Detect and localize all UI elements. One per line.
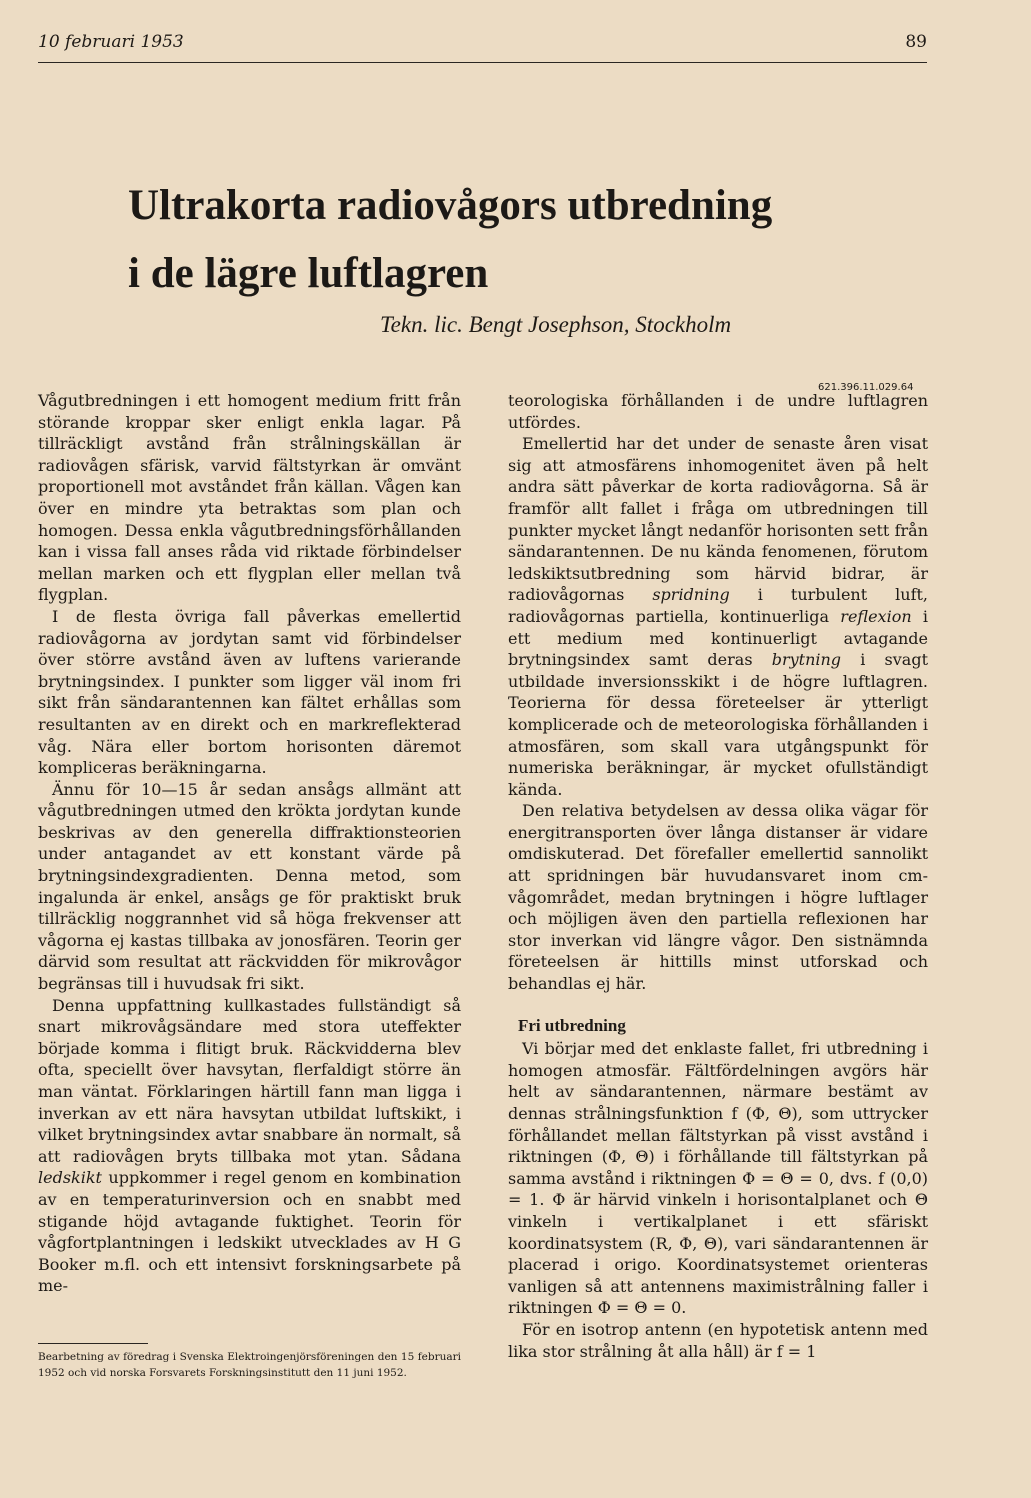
paragraph: Denna uppfattning kullkastades fullständigt så snart mikrovågsändare med stora uteffekter började komma i flitigt bruk. Räckvidderna blev ofta, speciellt över havsytan, flerfaldigt större än man väntat. Förklaringen härtill fann man ligga i inverkan av ett nära havsytan utbildat luftskikt, i vilket brytningsindex avtar snabbare än normalt, så att radiovågen bryts tillbaka mot ytan. Sådana ledskikt uppkommer i regel genom en kombination av en temperaturinversion och en snabbt med stigande höjd avtagande fuktighet. Teorin för vågfortplantningen i ledskikt utvecklades av H G Booker m.fl. och ett intensivt forskningsarbete på me- — [38, 995, 461, 1296]
page-number: 89 — [905, 32, 927, 52]
paragraph: I de flesta övriga fall påverkas emellertid radiovågorna av jordytan samt vid förbindelser över större avstånd även av luftens varierande brytningsindex. I punkter som ligger väl inom fri sikt från sändarantennen kan fältet erhållas som resultanten av en direkt och en markreflekterad våg. Nära eller bortom horisonten däremot kompliceras beräkningarna. — [38, 606, 461, 778]
paragraph: Vi börjar med det enklaste fallet, fri utbredning i homogen atmosfär. Fältfördelningen avgörs här helt av sändarantennen, närmare bestämt av dennas strålningsfunktion f (Φ, Θ), som uttrycker förhållandet mellan fältstyrkan på visst avstånd i riktningen (Φ, Θ) i förhållande till fältstyrkan på samma avstånd i riktningen Φ = Θ = 0, dvs. f (0,0) = 1. Φ är härvid vinkeln i horisontalplanet och Θ vinkeln i vertikalplanet i ett sfäriskt koordinatsystem (R, Φ, Θ), vari sändarantennen är placerad i origo. Koordinatsystemet orienteras vanligen så att antennens maximistrålning faller i riktningen Φ = Θ = 0. — [508, 1039, 928, 1318]
footnote: Bearbetning av föredrag i Svenska Elektroingenjörsföreningen den 15 februari 1952 och vid norska Forsvarets Forskningsinstitutt den 11 juni 1952. — [38, 1351, 461, 1379]
right-column — [508, 390, 928, 1362]
title-line-2: i de lägre luftlagren — [128, 250, 489, 297]
paragraph: Ännu för 10—15 år sedan ansågs allmänt att vågutbredningen utmed den krökta jordytan kunde beskrivas av den generella diffraktionsteorien under antagandet av ett konstant värde på brytningsindexgradienten. Denna metod, som ingalunda är enkel, ansågs ge för praktiskt bruk tillräcklig noggrannhet vid så höga frekvenser att vågorna ej kastas tillbaka av jonosfären. Teorin ger därvid som resultat att räckvidden för mikrovågor begränsas till i huvudsak fri sikt. — [38, 779, 461, 994]
paragraph: Emellertid har det under de senaste åren visat sig att atmosfärens inhomogenitet även på helt andra sätt påverkar de korta radiovågorna. Så är framför allt fallet i fråga om utbredningen till punkter mycket långt nedanför horisonten sett från sändarantennen. De nu kända fenomenen, förutom ledskiktsutbredning som härvid bidrar, är radiovågornas spridning i turbulent luft, radiovågornas partiella, kontinuerliga reflexion i ett medium med kontinuerligt avtagande brytningsindex samt deras brytning i svagt utbildade inversionsskikt i de högre luftlagren. Teorierna för dessa företeelser är ytterligt komplicerade och de meteorologiska förhållanden i atmosfären, som skall vara utgångspunkt för numeriska beräkningar, är mycket ofullständigt kända. — [508, 434, 929, 799]
section-heading: Fri utbredning — [518, 1015, 626, 1035]
running-head — [38, 32, 927, 63]
issue-date: 10 februari 1953 — [38, 32, 184, 52]
emphasis: reflexion — [840, 606, 912, 626]
left-column — [38, 390, 461, 1297]
paragraph: Vågutbredningen i ett homogent medium fritt från störande kroppar sker enligt enkla lagar. På tillräckligt avstånd från strålningskällan är radiovågen sfärisk, varvid fältstyrkan är omvänt proportionell mot avståndet från källan. Vågen kan över en mindre yta betraktas som plan och homogen. Dessa enkla vågutbredningsförhållanden kan i vissa fall anses råda vid riktade förbindelser mellan marken och ett flygplan eller mellan två flygplan. — [38, 391, 461, 605]
title-line-1: Ultrakorta radiovågors utbredning — [128, 182, 773, 229]
paragraph: För en isotrop antenn (en hypotetisk antenn med lika stor strålning åt alla håll) är f = 1 — [508, 1319, 928, 1361]
emphasis: brytning — [771, 650, 842, 670]
emphasis: spridning — [652, 585, 730, 605]
article-title — [128, 172, 772, 308]
udc-classification: 621.396.11.029.64 — [818, 382, 914, 393]
footnote-divider — [38, 1343, 148, 1344]
emphasis: ledskikt — [38, 1168, 102, 1188]
article-author: Tekn. lic. Bengt Josephson, Stockholm — [380, 312, 732, 337]
paragraph: teorologiska förhållanden i de undre luftlagren utfördes. — [508, 391, 928, 432]
paragraph: Den relativa betydelsen av dessa olika vägar för energitransporten över långa distanser är vidare omdiskuterad. Det förefaller emellertid sannolikt att spridningen bär huvudansvaret inom cm-vågområdet, medan brytningen i högre luftlager och möjligen även den partiella reflexionen har stor inverkan vid längre vågor. Den sistnämnda företeelsen är hittills minst utforskad och behandlas ej här. — [508, 801, 928, 994]
